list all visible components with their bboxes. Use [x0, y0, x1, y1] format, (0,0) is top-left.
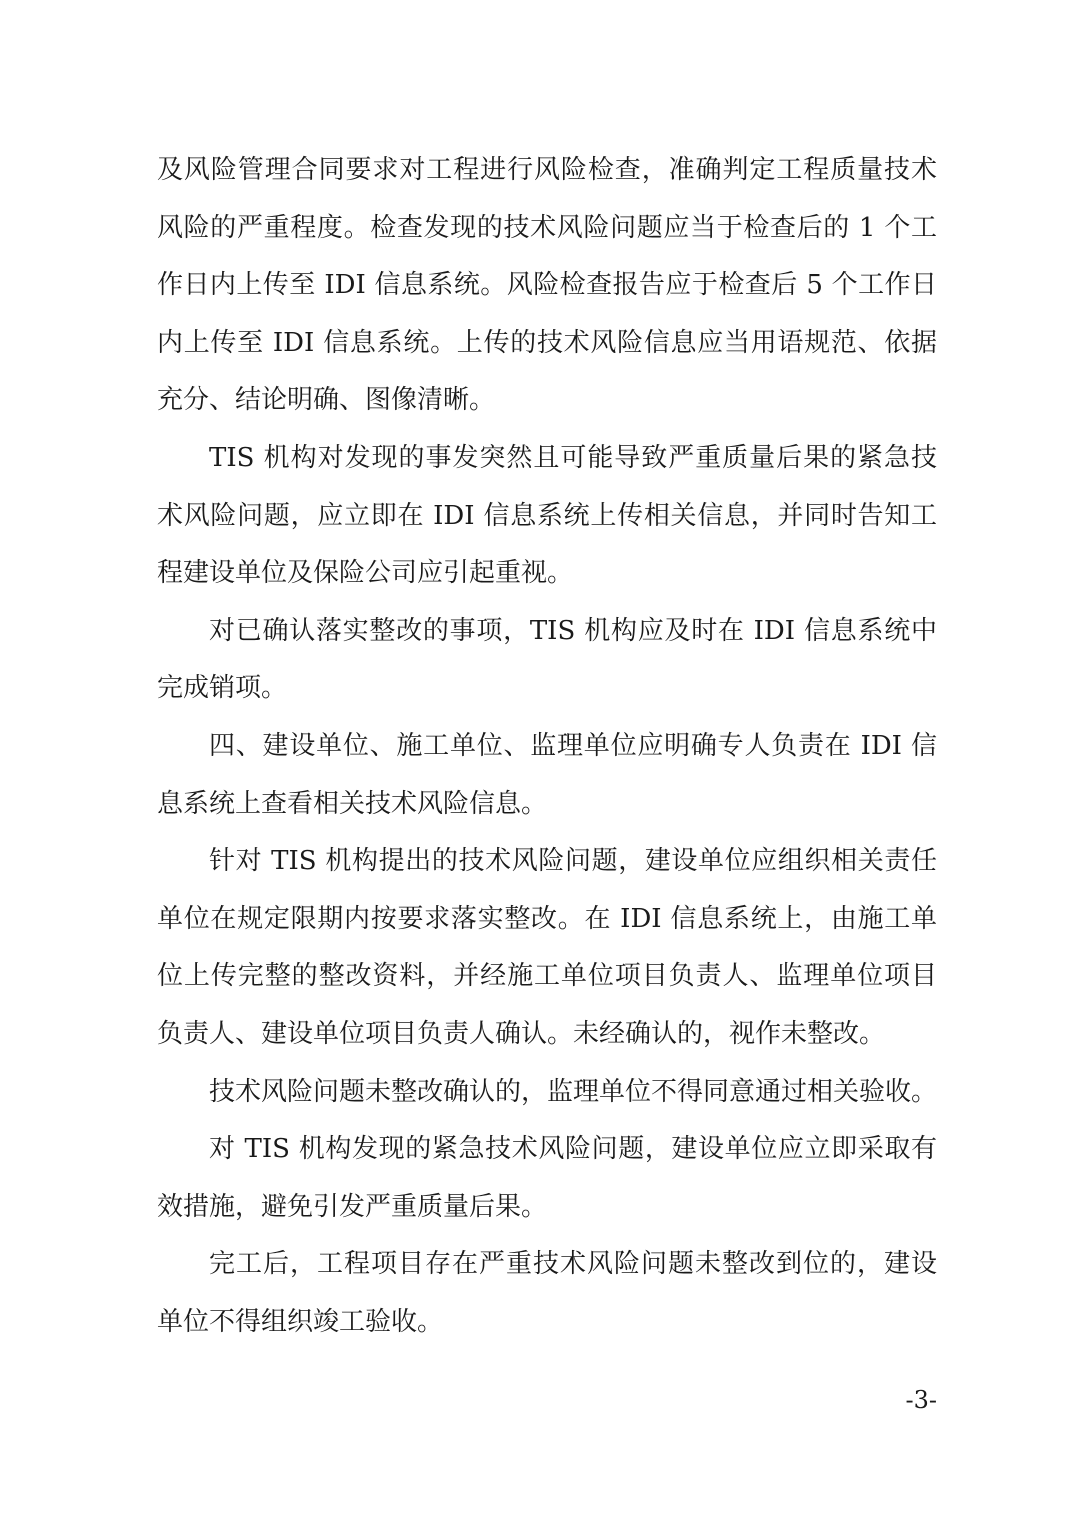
- text-line: 完工后，工程项目存在严重技术风险问题未整改到位的，建设: [209, 1249, 937, 1280]
- text-line: 完成销项。: [157, 673, 288, 704]
- body-text: [157, 142, 937, 1351]
- text-line: 单位不得组织竣工验收。: [157, 1306, 444, 1337]
- text-line: 风险的严重程度。检查发现的技术风险问题应当于检查后的 1 个工: [157, 212, 937, 243]
- text-line: 及风险管理合同要求对工程进行风险检查，准确判定工程质量技术: [157, 155, 937, 185]
- text-line: 内上传至 IDI 信息系统。上传的技术风险信息应当用语规范、依据: [157, 327, 937, 358]
- text-line: 充分、结论明确、图像清晰。: [157, 385, 496, 416]
- page-number: -3-: [905, 1386, 937, 1414]
- text-line: 负责人、建设单位项目负责人确认。未经确认的，视作未整改。: [157, 1018, 886, 1049]
- text-line: 针对 TIS 机构提出的技术风险问题，建设单位应组织相关责任: [209, 846, 937, 877]
- text-line: 位上传完整的整改资料，并经施工单位项目负责人、监理单位项目: [157, 961, 937, 992]
- text-line: TIS 机构对发现的事发突然且可能导致严重质量后果的紧急技: [209, 442, 937, 473]
- text-line: 效措施，避免引发严重质量后果。: [157, 1191, 548, 1222]
- text-line: 程建设单位及保险公司应引起重视。: [157, 558, 574, 589]
- text-line: 作日内上传至 IDI 信息系统。风险检查报告应于检查后 5 个工作日: [157, 270, 937, 301]
- text-line: 单位在规定限期内按要求落实整改。在 IDI 信息系统上，由施工单: [157, 903, 937, 934]
- text-line: 技术风险问题未整改确认的，监理单位不得同意通过相关验收。: [209, 1076, 938, 1107]
- text-line: 对已确认落实整改的事项，TIS 机构应及时在 IDI 信息系统中: [209, 615, 937, 646]
- text-line: 术风险问题，应立即在 IDI 信息系统上传相关信息，并同时告知工: [157, 500, 937, 531]
- text-line: 四、建设单位、施工单位、监理单位应明确专人负责在 IDI 信: [209, 730, 937, 761]
- text-line: 息系统上查看相关技术风险信息。: [157, 788, 548, 819]
- text-line: 对 TIS 机构发现的紧急技术风险问题，建设单位应立即采取有: [209, 1134, 937, 1165]
